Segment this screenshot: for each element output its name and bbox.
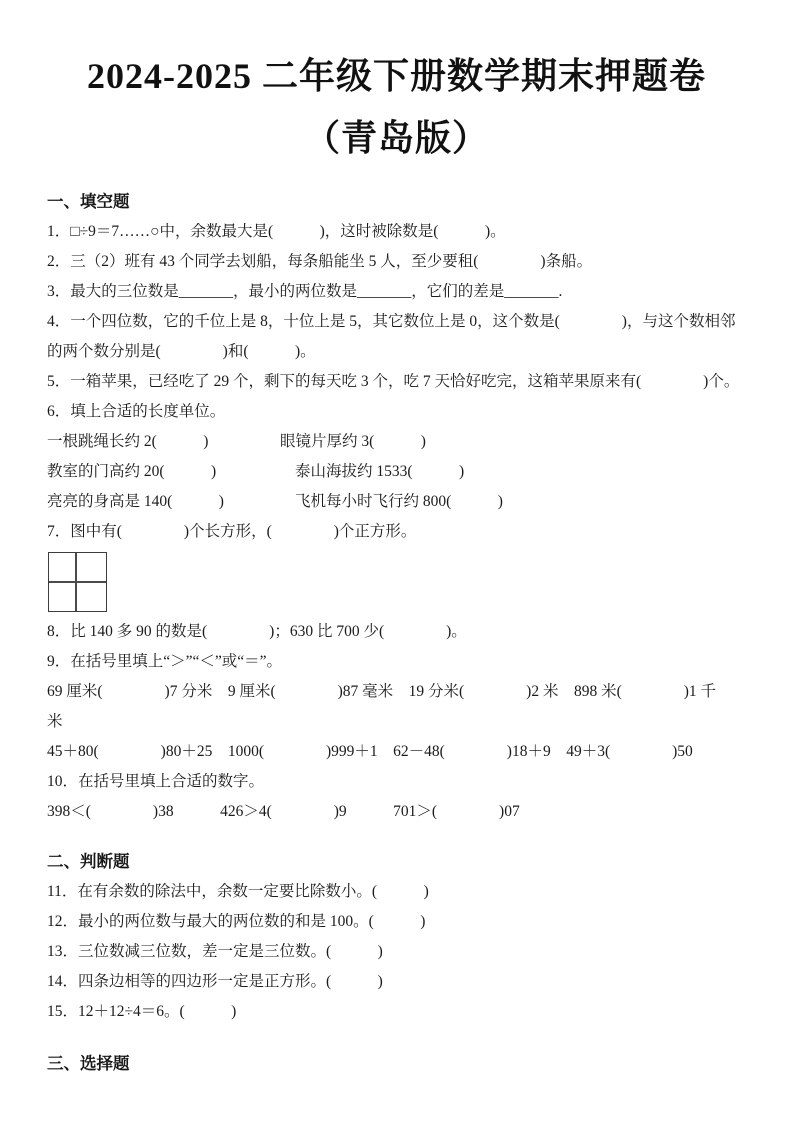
question-6-row-3-left: 亮亮的身高是 140( ) bbox=[47, 493, 224, 510]
question-6-row-2-right: 泰山海拔约 1533( ) bbox=[295, 463, 465, 480]
question-4: 4．一个四位数，它的千位上是 8，十位上是 5，其它数位上是 0，这个数是( )，与这个数相邻的两个数分别是( )和( )。 bbox=[47, 313, 736, 360]
question-6-row-2-left: 教室的门高约 20( ) bbox=[47, 463, 217, 480]
question-6-row-1-right: 眼镜片厚约 3( ) bbox=[280, 433, 426, 450]
question-3: 3．最大的三位数是_______，最小的两位数是_______，它们的差是_______. bbox=[47, 283, 563, 300]
section-heading-choice: 三、选择题 bbox=[47, 1055, 130, 1073]
question-6-row-1 bbox=[47, 427, 746, 457]
question-6-row-1-left: 一根跳绳长约 2( ) bbox=[47, 433, 209, 450]
question-15: 15．12＋12÷4＝6。( ) bbox=[47, 1003, 237, 1020]
question-7: 7．图中有( )个长方形，( )个正方形。 bbox=[47, 523, 417, 540]
square-grid-horizontal-line bbox=[49, 581, 106, 583]
question-9-compare-row-1: 69 厘米( )7 分米 9 厘米( )87 毫米 19 分米( )2 米 898 米( )1 千 bbox=[47, 683, 717, 700]
section-heading-judge: 二、判断题 bbox=[47, 853, 130, 871]
question-9: 9．在括号里填上“＞”“＜”或“＝”。 bbox=[47, 653, 283, 670]
question-14: 14．四条边相等的四边形一定是正方形。( ) bbox=[47, 973, 383, 990]
question-11: 11．在有余数的除法中，余数一定要比除数小。( ) bbox=[47, 883, 429, 900]
question-6: 6．填上合适的长度单位。 bbox=[47, 403, 226, 420]
question-5: 5．一箱苹果，已经吃了 29 个，剩下的每天吃 3 个，吃 7 天恰好吃完，这箱苹果原来有( )个。 bbox=[47, 373, 740, 390]
square-grid-figure bbox=[48, 552, 107, 612]
exam-title-line2: （青岛版） bbox=[303, 118, 489, 158]
question-10-digits-row: 398＜( )38 426＞4( )9 701＞( )07 bbox=[47, 803, 520, 820]
question-13: 13．三位数减三位数，差一定是三位数。( ) bbox=[47, 943, 383, 960]
question-12: 12．最小的两位数与最大的两位数的和是 100。( ) bbox=[47, 913, 426, 930]
question-6-row-3 bbox=[47, 487, 746, 517]
question-9-compare-row-1-wrap: 米 bbox=[47, 713, 63, 730]
question-1: 1．□÷9＝7……○中，余数最大是( )，这时被除数是( )。 bbox=[47, 223, 506, 240]
exam-title-line1: 2024-2025 二年级下册数学期末押题卷 bbox=[87, 56, 706, 96]
question-6-row-3-right: 飞机每小时飞行约 800( ) bbox=[295, 493, 503, 510]
exam-title bbox=[47, 45, 746, 169]
question-2: 2．三（2）班有 43 个同学去划船，每条船能坐 5 人，至少要租( )条船。 bbox=[47, 253, 593, 270]
question-6-row-2 bbox=[47, 457, 746, 487]
question-8: 8．比 140 多 90 的数是( )；630 比 700 少( )。 bbox=[47, 623, 467, 640]
question-9-compare-row-2: 45＋80( )80＋25 1000( )999＋1 62－48( )18＋9 49＋3( )50 bbox=[47, 743, 693, 760]
question-10: 10．在括号里填上合适的数字。 bbox=[47, 773, 265, 790]
section-heading-fill-in: 一、填空题 bbox=[47, 193, 130, 211]
